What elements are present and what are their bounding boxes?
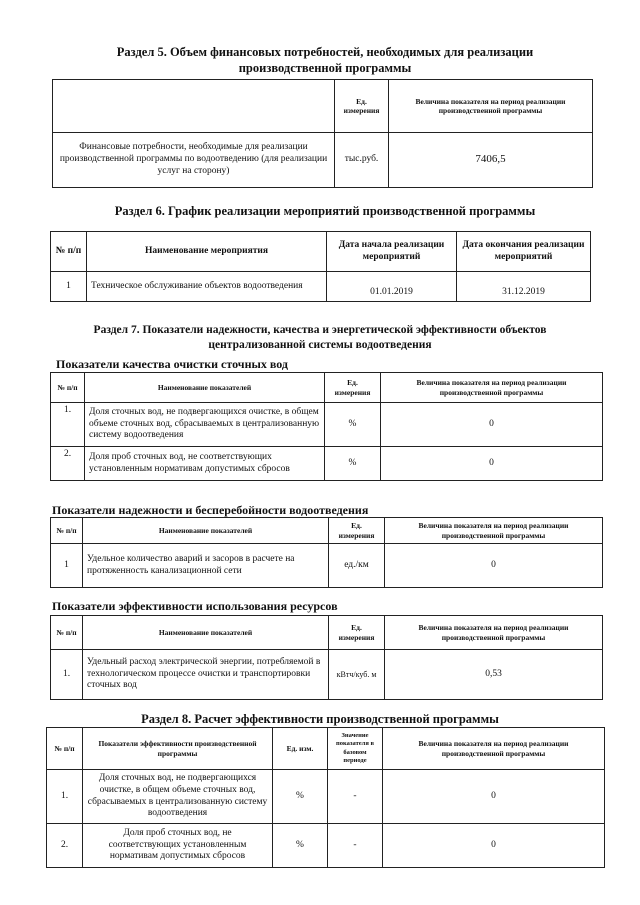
section7-title-line2: централизованной системы водоотведения — [208, 339, 432, 351]
efficiency-header-num: № п/п — [51, 616, 83, 650]
table-row — [51, 544, 603, 588]
quality-table — [50, 372, 603, 481]
section6-title: Раздел 6. График реализации мероприятий производственной программы — [114, 204, 536, 218]
section8-row1-num: 1. — [47, 770, 83, 824]
efficiency-row-name: Удельный расход электрической энергии, потребляемой в технологическом процессе очистки и транспортировки сточных вод — [83, 650, 329, 700]
reliability-header-value: Величина показателя на период реализации производственной программы — [385, 518, 603, 544]
section8-row2-name: Доля проб сточных вод, не соответствующих установленным нормативам допустимых сбросов — [83, 824, 273, 868]
section5-title — [60, 44, 590, 76]
section5-title-line1: Раздел 5. Объем финансовых потребностей, необходимых для реализации — [116, 45, 534, 59]
section5-row-unit: тыс.руб. — [335, 133, 389, 188]
reliability-row-value: 0 — [385, 544, 603, 588]
quality-header-name: Наименование показателей — [85, 373, 325, 403]
quality-header-num: № п/п — [51, 373, 85, 403]
efficiency-header-value: Величина показателя на период реализации производственной программы — [385, 616, 603, 650]
section6-row-num: 1 — [51, 272, 87, 302]
section6-table — [50, 231, 591, 302]
section6-row-end: 31.12.2019 — [457, 272, 591, 302]
section8-row1-base: - — [328, 770, 383, 824]
section6-row-name: Техническое обслуживание объектов водоотведения — [87, 272, 327, 302]
quality-header-value: Величина показателя на период реализации производственной программы — [381, 373, 603, 403]
reliability-row-num: 1 — [51, 544, 83, 588]
section8-header-unit: Ед. изм. — [273, 728, 328, 770]
section8-header-base: Значение показателя в базовом периоде — [328, 728, 383, 770]
section8-header-value: Величина показателя на период реализации производственной программы — [383, 728, 605, 770]
section5-title-line2: производственной программы — [238, 61, 412, 75]
reliability-table — [50, 517, 603, 588]
reliability-row-unit: ед./км — [329, 544, 385, 588]
table-row — [51, 272, 591, 302]
section5-header-value: Величина показателя на период реализации производственной программы — [389, 80, 593, 133]
quality-row2-unit: % — [325, 447, 381, 481]
efficiency-row-unit: кВтч/куб. м — [329, 650, 385, 700]
reliability-header-unit: Ед. измерения — [329, 518, 385, 544]
quality-row1-name: Доля сточных вод, не подвергающихся очистке, в общем объеме сточных вод, сбрасываемых в централизованную систему водоотведения — [85, 403, 325, 447]
section6-row-start: 01.01.2019 — [327, 272, 457, 302]
section6-header-end: Дата окончания реализации мероприятий — [457, 232, 591, 272]
reliability-header-num: № п/п — [51, 518, 83, 544]
quality-row1-unit: % — [325, 403, 381, 447]
section8-title: Раздел 8. Расчет эффективности производственной программы — [141, 712, 499, 726]
section7-title — [40, 323, 600, 353]
table-row — [51, 650, 603, 700]
section5-header-empty — [53, 80, 335, 133]
quality-row1-num: 1. — [51, 403, 85, 447]
table-row — [51, 447, 603, 481]
table-row — [53, 133, 593, 188]
quality-row2-num: 2. — [51, 447, 85, 481]
efficiency-row-num: 1. — [51, 650, 83, 700]
efficiency-header-unit: Ед. измерения — [329, 616, 385, 650]
table-row — [47, 770, 605, 824]
section8-row2-num: 2. — [47, 824, 83, 868]
section5-table — [52, 79, 593, 188]
section8-table — [46, 727, 605, 868]
section8-header-name: Показатели эффективности производственной программы — [83, 728, 273, 770]
section8-row1-name: Доля сточных вод, не подвергающихся очистке, в общем объеме сточных вод, сбрасываемых в централизованную систему водоотведения — [83, 770, 273, 824]
table-row — [51, 403, 603, 447]
reliability-row-name: Удельное количество аварий и засоров в расчете на протяженность канализационной сети — [83, 544, 329, 588]
section5-row-name: Финансовые потребности, необходимые для реализации производственной программы по водоотведению (для реализации услуг на сторону) — [53, 133, 335, 188]
efficiency-subtitle: Показатели эффективности использования ресурсов — [52, 599, 338, 613]
section8-row2-base: - — [328, 824, 383, 868]
section6-header-num: № п/п — [51, 232, 87, 272]
reliability-header-name: Наименование показателей — [83, 518, 329, 544]
reliability-subtitle: Показатели надежности и бесперебойности водоотведения — [52, 503, 369, 517]
quality-row2-value: 0 — [381, 447, 603, 481]
efficiency-header-name: Наименование показателей — [83, 616, 329, 650]
section7-title-line1: Раздел 7. Показатели надежности, качества и энергетической эффективности объектов — [93, 324, 547, 336]
section8-row2-value: 0 — [383, 824, 605, 868]
efficiency-row-value: 0,53 — [385, 650, 603, 700]
section8-row1-value: 0 — [383, 770, 605, 824]
quality-row2-name: Доля проб сточных вод, не соответствующих установленным нормативам допустимых сбросов — [85, 447, 325, 481]
section5-header-unit: Ед. измерения — [335, 80, 389, 133]
table-row — [47, 824, 605, 868]
efficiency-table — [50, 615, 603, 700]
quality-subtitle: Показатели качества очистки сточных вод — [56, 357, 288, 371]
section8-header-num: № п/п — [47, 728, 83, 770]
section6-header-name: Наименование мероприятия — [87, 232, 327, 272]
section5-row-value: 7406,5 — [389, 133, 593, 188]
section8-row1-unit: % — [273, 770, 328, 824]
quality-row1-value: 0 — [381, 403, 603, 447]
section8-row2-unit: % — [273, 824, 328, 868]
quality-header-unit: Ед. измерения — [325, 373, 381, 403]
section6-header-start: Дата начала реализации мероприятий — [327, 232, 457, 272]
